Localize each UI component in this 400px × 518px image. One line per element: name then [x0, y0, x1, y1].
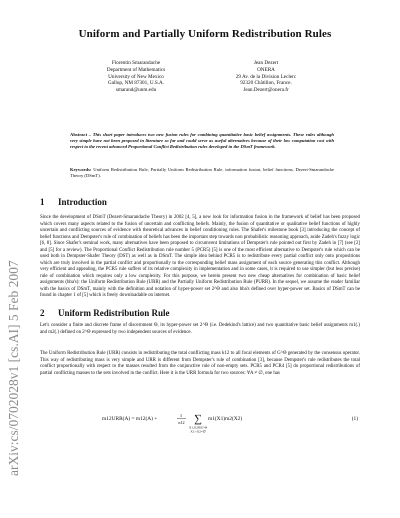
author-institution: 29 Av. de la Division Leclerc [235, 73, 297, 80]
arxiv-stamp-svg [2, 208, 24, 478]
equation-sum-index: X1,X2∈G^Θ [188, 425, 208, 430]
section-title: Uniform Redistribution Rule [58, 308, 170, 318]
section-title: Introduction [58, 197, 107, 207]
author-name: Florentin Smarandache [111, 60, 161, 66]
author-affiliation: ONERA [257, 66, 275, 73]
section-number: 1 [40, 197, 45, 207]
equation-frac-num: 1 [179, 413, 183, 418]
section-heading-uniform-redistribution [40, 308, 170, 318]
equation-1 [40, 408, 360, 438]
equation-sum-condition: X1∩X2=∅ [190, 429, 206, 434]
equation-lhs: m12URR(A) = m12(A) + [102, 416, 158, 422]
section-heading-introduction [40, 197, 107, 207]
arxiv-stamp-text: arXiv:cs/0702028v1 [cs.AI] 5 Feb 2007 [6, 260, 21, 476]
author-institution: University of New Mexico [108, 73, 164, 80]
author-name: Jean Dezert [253, 60, 279, 66]
paragraph: Let's consider a finite and discrete frame of discernment Θ, its hyper-power set 2^Θ (i.e. Dedekind's lattice) and two quantitative basic belief assignments m1(.) and m2(.) defined on 2^Θ expressed by two independent sources of evidence. [40, 323, 360, 335]
keywords [70, 167, 334, 179]
paragraph: The Uniform Redistribution Rule (URR) consists in redistributing the total conflicting mass k12 to all focal elements of G^Θ generated by the consensus operator. This way of redistributing mass is very simple and URR is different from Dempster's rule of combination [3], because Dempster's rule redistributes the total conflict proportionally with respect to the masses resulted from the conjunctive rule of non-empty sets. PCR5 and PCR4 [5] do proportional redistributions of partial conflicting masses to the sets involved in the conflict. Here it is the URR formula for two sources: ∀A ≠ ∅, one has [40, 351, 360, 376]
paragraph: Since the development of DSmT (Dezert-Smarandache Theory) in 2002 [4, 5], a new look for information fusion in the framework of belief has been proposed which covers many aspects related to the fusion of uncertain and conflicting beliefs. Mainly, the fusion of quantitative or qualitative belief functions of highly uncertain and conflicting sources of evidence with theoretical advances in belief conditioning rules. The Shafer's milestone book [3] introducing the concept of belief functions and Dempster's rule of combination of beliefs has been the important step towards non probabilistic reasoning approach, aside Zadeh's fuzzy logic [6, 8]. Since Shafer's seminal work, many alternatives have been proposed to circumvent limitations of Dempster's rule pointed out first by Zadeh in [7] (see [2] and [5] for a review). The Proportional Conflict Redistribution rule number 5 (PCR5) [5] is one of the most efficient alternative to Dempster's rule which can be used both in Dempster-Shafer Theory (DST) as well as in DSmT. The simple idea behind PCR5 is to redistribute every partial conflict only onto propositions which are truly involved in the partial conflict and proportionally to the corresponding belief mass assignment of each source generating this conflict. Although very efficient and appealing, the PCR5 rule suffers of its relative complexity in implementation and in some cases, it is required to use simpler (but less precise) rule of combination which requires only a low complexity. For this purpose, we herein present two new cheap alternatives for combination of basic belief assignments (bba's): the Uniform Redistribution Rule (URR) and the Partially Uniform Redistribution Rule (PURR). In the sequel, we assume the reader familiar with the basics of DSmT, mainly with the definition and notation of hyper-power set 2^Θ and also bba's defined over hyper-power set. Basics of DSmT can be found in chapter 1 of [5] which is freely downloadable on internet. [40, 215, 360, 298]
author-address: Gallup, NM 87301, U.S.A. [107, 80, 165, 87]
author-block-1 [88, 60, 184, 94]
author-email: smarand@unm.edu [115, 87, 157, 94]
equation-label: (1) [351, 416, 358, 422]
author-block-2 [220, 60, 312, 94]
abstract-text: This short paper introduces two new fusion rules for combining quantitative basic belief assignments. These rules although very simple have not been proposed in literature so far and could serve as useful alternatives because of their low computation cost with respect to the recent advanced Proportional Conflict Redistribution rules developed in the DSmT framework. [70, 132, 334, 149]
keywords-text: Uniform Redistribution Rule, Partially Uniform Redistribution Rule, information fusion, belief functions, Dezert-Smarandache Theory (DSmT). [70, 167, 334, 178]
equation-svg [40, 408, 360, 438]
equation-frac-den: n12 [178, 420, 185, 425]
sum-sign: ∑ [194, 413, 202, 425]
section-number: 2 [40, 308, 45, 318]
author-affiliation: Department of Mathematics [106, 66, 166, 73]
author-email: Jean.Dezert@onera.fr [243, 87, 289, 94]
keywords-label: Keywords: [70, 167, 92, 172]
author-address: 92320 Châtillon, France. [240, 80, 292, 87]
equation-rhs: m1(X1)m2(X2) [208, 416, 243, 422]
abstract-label: Abstract – [70, 132, 92, 137]
paper-title: Uniform and Partially Uniform Redistribution Rules [78, 28, 332, 40]
arxiv-stamp [2, 208, 24, 478]
abstract [70, 132, 334, 150]
